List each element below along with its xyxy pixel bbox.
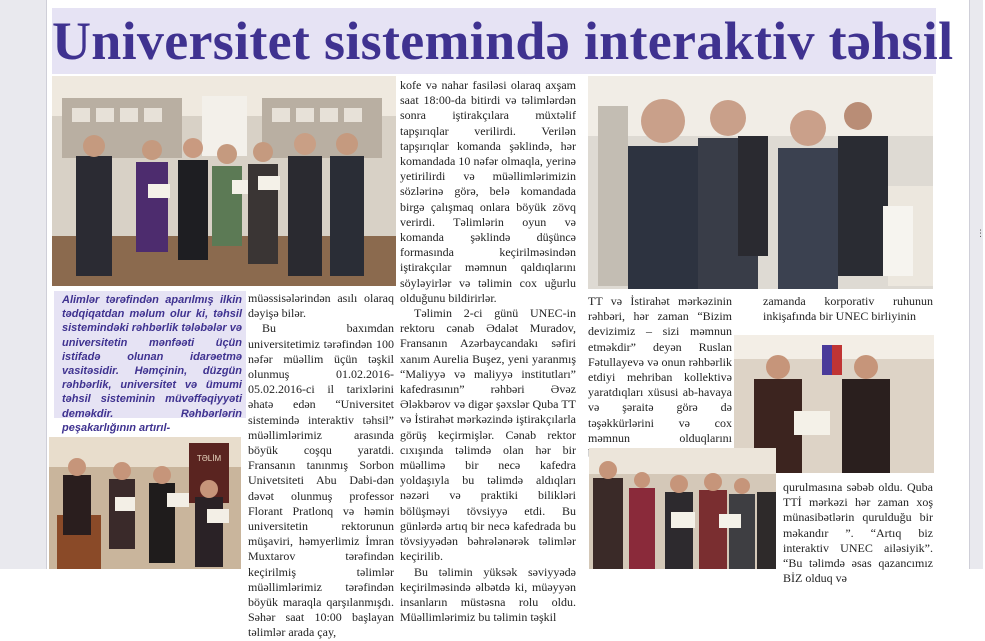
text-column-4-top [763,294,933,324]
col3-paragraph-1: TT və İstirahət mərkəzinin rəhbəri, hər zaman “Bizim devizimiz – sizi məmnun etməkdir” deyən Ruslan Fətullayevə və onun rəhbərlik etdiyi mehriban kollektivə yaratdıqları xüsusi ab-havaya və şəraitə görə də təşəkkürlərini və cox məmnun olduqlarını [588,294,732,445]
board-sign-text: TƏLİM [196,454,222,463]
text-column-4-bottom [783,480,933,586]
text-column-1 [248,291,394,641]
col2-paragraph-1: kofe və nahar fasiləsi olaraq axşam saat 18:00-da bitirdi və təlimlərdən sonra iştirakçılara müxtəlif tapşırıqlar verilirdi. Verilən tapşırıqlar komanda şəklində, hər komandada 10 nəfər olmaqla, yerinə yetirilirdi və müəllimlərimizin sözlərinə görə, belə komandada birgə çalışmaq onlara böyük zövq verirdi. Təlimlərin oyun və komanda şəklində düşüncə formasında keçirilməsindən iştirakçılar məmnun qaldıqlarını söyləyirlər və təlimin cox uğurlu olduğunu bildirirlər. [400,78,576,305]
text-column-2 [400,78,576,625]
caption-text: Alimlər tərəfindən aparılmış ilkin tədqiqatdan məlum olur ki, təhsil sistemindəki rəhbərlik tələbələr və universitetin mənfəəti üçün istifadə olunan idarəetmə vasitəsidir. Həmçinin, düzgün rəhbərlik, universitet və ümumi təhsil sisteminin müvəffəqiyyəti deməkdir. Rəhbərlərin peşakarlığının artırıl- [62,294,242,434]
photo-women-group [589,448,776,569]
photo-women-certificates [49,437,241,569]
article-title: Universitet sistemində interaktiv təhsil [52,11,954,71]
col2-paragraph-2: Təlimin 2-ci günü UNEC-in rektoru cənab Ədalət Muradov, Fransanın Azərbaycandakı səfiri xanım Aurelia Buşez, yeni yaranmış “Maliyyə və maliyyə institutları” kafedrasının” rəhbəri Əvəz Ələkbərov və digər şəxslər Quba TT və İstirahət mərkəzində iştirakçılarla görüş keçirmişlər. Cənab rektor cıxışında təlimdə olan hər bir müəllimə bir necə kafedra yoldaşıyla bu təlimdə aldıqları nəzəri və praktiki bilikləri bölüşməyi tövsiyyə etdi. Bu günlərdə artıq bir necə kafedrada bu tövsiyyədən bəhrələnərək təlimlər keçirilib. [400,306,576,564]
photo-group-certificates [52,76,396,286]
col4-paragraph-2: qurulmasına səbəb oldu. Quba TTİ mərkəzi hər zaman xoş münasibətlərin qurulduğu bir məkandır ”. “Artıq biz interaktiv UNEC ailəsiyik”. “Bu təlimdə əsas qazancımız BİZ olduq və [783,480,933,586]
col1-paragraph-2: Bu baxımdan universitetimiz tərəfindən 100 nəfər müəllim üçün təşkil olunmuş 01.02.2016-05.02.2016-ci il tarixlərini əhatə edən “Universitet sistemində interaktiv təhsil” müəllimlərimiz arasında böyük coşqu yaratdi. Fransanın tanınmış Sorbon Univetsiteti Abu Dabi-dən dəvət olunmuş professor Florant Pratlonq və həmin universitetin rektorunun müşaviri, həmyerlimiz İmran Muxtarov tərəfindən keçirilmiş təlimlər müəllimlərimiz tərəfindən böyük maraqla qarşılanmışdı. Səhər saat 10:00 başlayan təlimlər arada çay, [248,321,394,640]
col4-paragraph-1: zamanda korporativ ruhunun inkişafında bir UNEC birliyinin [763,294,933,324]
col2-paragraph-3: Bu təlimin yüksək səviyyədə keçirilməsində əlbətdə ki, müəyyən insanların müstəsna rolu oldu. Müəllimlərimiz bu təlimin təşkil [400,564,576,625]
photo-caption [54,291,246,434]
col1-paragraph-1: müəssisələrindən asılı olaraq dəyişə bilər. [248,291,394,321]
photo-officials [588,76,933,289]
scrollbar-grip-icon[interactable]: ⋮ [976,229,985,239]
